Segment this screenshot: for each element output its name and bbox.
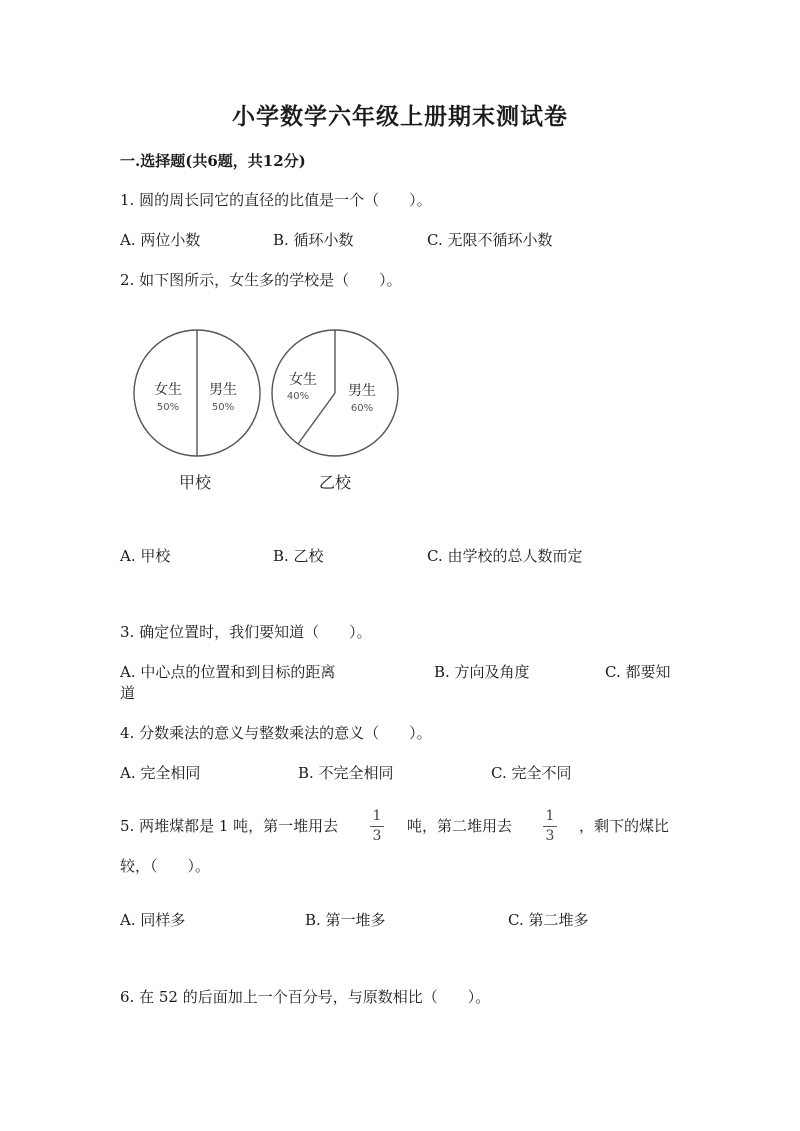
- pie-jia-name: 甲校: [178, 473, 212, 492]
- question-5-fraction-2: [540, 808, 560, 845]
- question-4-option-b[interactable]: B. 不完全相同: [298, 764, 394, 782]
- pie-jia-boys-pct: 50%: [211, 402, 235, 413]
- question-3-text: 3. 确定位置时，我们要知道（ ）。: [120, 623, 372, 641]
- pie-yi-girls-pct: 40%: [286, 391, 310, 402]
- question-2-option-a[interactable]: A. 甲校: [120, 547, 171, 565]
- fraction-1-bar: [370, 826, 384, 827]
- question-5-text-part3: ，剩下的煤比: [579, 817, 670, 835]
- question-5-fraction-1: [367, 808, 387, 845]
- pie-yi-boys-label: 男生: [348, 383, 376, 399]
- question-5-text-line2: 较，（ ）。: [120, 857, 211, 875]
- question-1-option-a[interactable]: A. 两位小数: [120, 231, 201, 249]
- pie-jia-girls-pct: 50%: [156, 402, 180, 413]
- section-heading: 一.选择题(共6题，共12分): [120, 152, 306, 170]
- pie-yi-boys-pct: 60%: [350, 403, 374, 414]
- question-4-text: 4. 分数乘法的意义与整数乘法的意义（ ）。: [120, 724, 432, 742]
- question-3-option-c[interactable]: C. 都要知: [605, 663, 671, 681]
- question-5-option-c[interactable]: C. 第二堆多: [508, 911, 589, 929]
- question-5-option-a[interactable]: A. 同样多: [120, 911, 186, 929]
- question-2-option-b[interactable]: B. 乙校: [273, 547, 324, 565]
- page-title: 小学数学六年级上册期末测试卷: [232, 103, 568, 130]
- pie-yi-name: 乙校: [318, 473, 352, 492]
- fraction-2-numerator: 1: [545, 808, 555, 824]
- question-3-option-a[interactable]: A. 中心点的位置和到目标的距离: [120, 663, 336, 681]
- question-5-text-part1: 5. 两堆煤都是 1 吨，第一堆用去: [120, 817, 339, 835]
- question-5-text-part2: 吨，第二堆用去: [407, 817, 513, 835]
- question-2-text: 2. 如下图所示，女生多的学校是（ ）。: [120, 271, 402, 289]
- question-1-text: 1. 圆的周长同它的直径的比值是一个（ ）。: [120, 191, 432, 209]
- pie-jia-boys-label: 男生: [209, 382, 237, 398]
- fraction-2-bar: [543, 826, 557, 827]
- question-4-option-c[interactable]: C. 完全不同: [491, 764, 572, 782]
- fraction-2-denominator: 3: [545, 828, 555, 844]
- pie-chart-figure: [125, 318, 425, 508]
- fraction-1-numerator: 1: [372, 808, 382, 824]
- pie-yi-girls-label: 女生: [289, 372, 317, 388]
- question-5-option-b[interactable]: B. 第一堆多: [305, 911, 386, 929]
- question-1-option-c[interactable]: C. 无限不循环小数: [427, 231, 553, 249]
- fraction-1-denominator: 3: [372, 828, 382, 844]
- question-4-option-a[interactable]: A. 完全相同: [120, 764, 201, 782]
- question-2-option-c[interactable]: C. 由学校的总人数而定: [427, 547, 583, 565]
- question-3-option-c-wrap: 道: [120, 684, 136, 702]
- question-3-option-b[interactable]: B. 方向及角度: [434, 663, 530, 681]
- pie-jia-girls-label: 女生: [154, 382, 182, 398]
- question-6-text: 6. 在 52 的后面加上一个百分号，与原数相比（ ）。: [120, 988, 491, 1006]
- question-1-option-b[interactable]: B. 循环小数: [273, 231, 354, 249]
